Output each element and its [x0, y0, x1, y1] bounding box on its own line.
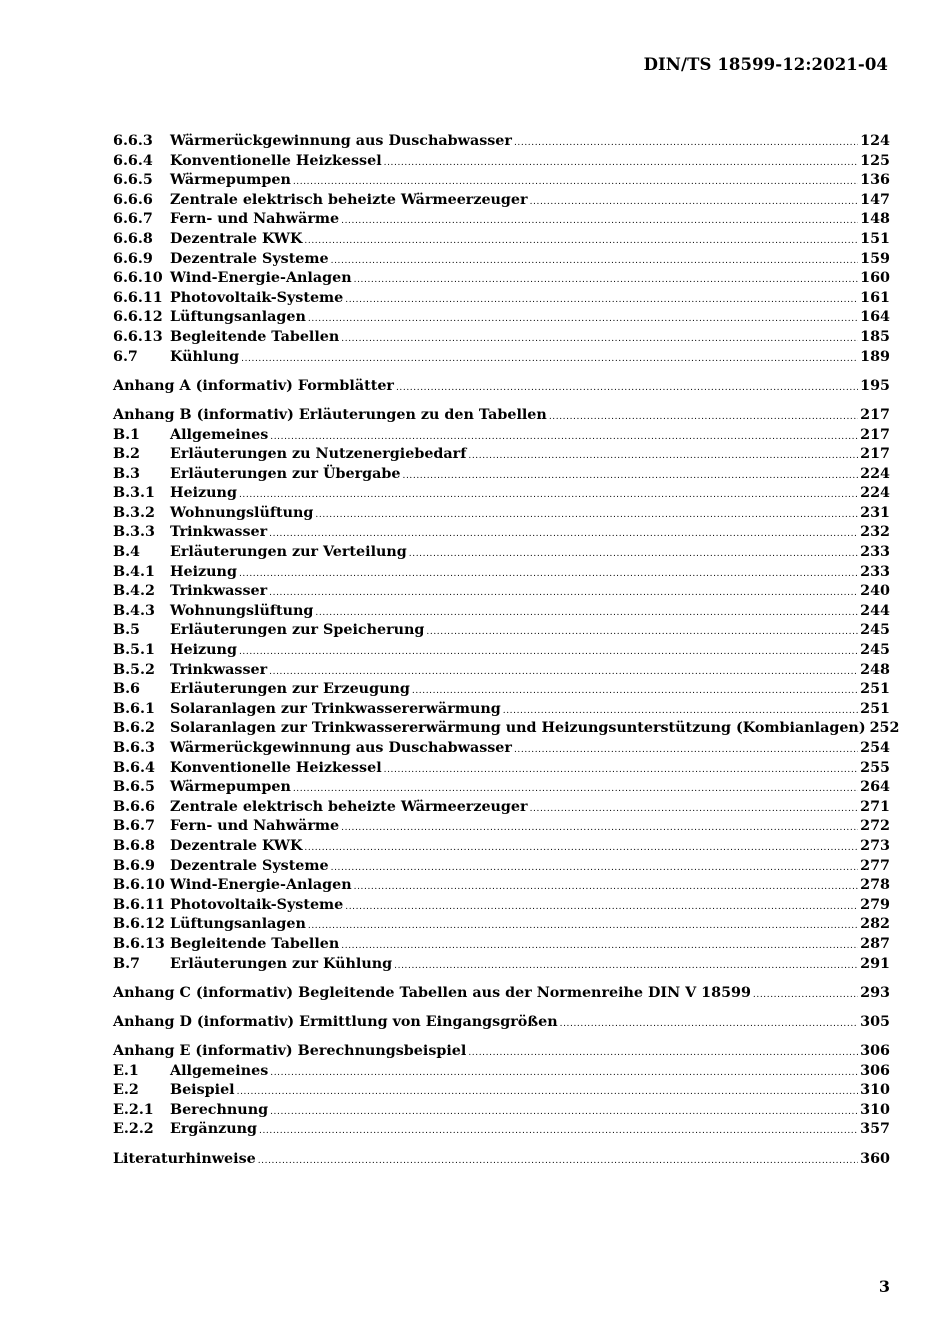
toc-leader-dots	[239, 490, 858, 500]
toc-leader-dots	[341, 823, 858, 833]
toc-entry-page: 217	[860, 446, 890, 463]
toc-entry-title: Erläuterungen zu Nutzenergiebedarf	[170, 446, 467, 463]
toc-entry-title: Wind-Energie-Anlagen	[170, 877, 352, 894]
toc-entry-title: Erläuterungen zur Übergabe	[170, 465, 401, 482]
toc-entry[interactable]	[113, 1014, 890, 1034]
toc-entry[interactable]	[113, 427, 890, 447]
toc-entry-title: Trinkwasser	[170, 524, 268, 541]
toc-entry-number: 6.6.12	[113, 309, 163, 326]
table-of-contents	[113, 133, 900, 1170]
toc-entry-page: 251	[860, 700, 890, 717]
toc-entry-page: 245	[860, 622, 890, 639]
toc-entry-page: 189	[860, 348, 890, 365]
toc-entry[interactable]	[113, 701, 890, 721]
toc-leader-dots	[345, 295, 858, 305]
toc-entry-number: E.2.1	[113, 1101, 154, 1118]
toc-entry[interactable]	[113, 720, 900, 740]
toc-leader-dots	[269, 529, 858, 539]
toc-entry-number: B.6.11	[113, 896, 165, 913]
toc-entry-number: 6.6.7	[113, 211, 153, 228]
toc-leader-dots	[354, 275, 859, 285]
toc-entry-title: Anhang A (informativ) Formblätter	[113, 377, 394, 394]
toc-entry-number: B.4.1	[113, 563, 155, 580]
toc-entry-page: 306	[860, 1043, 890, 1060]
toc-leader-dots	[241, 354, 858, 364]
toc-leader-dots	[308, 921, 858, 931]
toc-entry-title: Anhang C (informativ) Begleitende Tabellen aus der Normenreihe DIN V 18599	[113, 984, 751, 1001]
toc-leader-dots	[269, 667, 858, 677]
toc-leader-dots	[753, 990, 858, 1000]
toc-entry-title: Konventionelle Heizkessel	[170, 759, 382, 776]
toc-leader-dots	[394, 961, 858, 971]
toc-entry-number: 6.6.8	[113, 230, 153, 247]
toc-entry[interactable]	[113, 466, 890, 486]
toc-entry[interactable]	[113, 897, 890, 917]
toc-entry-title: Begleitende Tabellen	[170, 935, 340, 952]
toc-entry-title: Kühlung	[170, 348, 240, 365]
toc-entry-page: 279	[860, 896, 890, 913]
toc-entry[interactable]	[113, 760, 890, 780]
toc-leader-dots	[468, 451, 858, 461]
toc-entry-page: 271	[860, 798, 890, 815]
toc-entry-page: 233	[860, 563, 890, 580]
toc-entry-title: Begleitende Tabellen	[170, 328, 340, 345]
toc-entry[interactable]	[113, 662, 890, 682]
toc-entry-number: B.6.13	[113, 935, 165, 952]
toc-entry-page: 305	[860, 1013, 890, 1030]
toc-entry-page: 287	[860, 935, 890, 952]
toc-entry[interactable]	[113, 1063, 890, 1083]
toc-leader-dots	[239, 647, 858, 657]
toc-entry-page: 293	[860, 984, 890, 1001]
toc-entry-number: E.2	[113, 1082, 139, 1099]
toc-entry[interactable]	[113, 916, 890, 936]
toc-entry-title: Heizung	[170, 563, 237, 580]
toc-entry-page: 151	[860, 230, 890, 247]
toc-entry[interactable]	[113, 858, 890, 878]
toc-entry-number: B.3	[113, 465, 141, 482]
toc-entry-page: 244	[860, 602, 890, 619]
toc-leader-dots	[293, 177, 858, 187]
toc-entry[interactable]	[113, 1151, 890, 1171]
toc-entry-number: B.4.3	[113, 602, 155, 619]
toc-entry[interactable]	[113, 378, 890, 398]
toc-entry-title: Wärmepumpen	[170, 779, 291, 796]
toc-entry-title: Wohnungslüftung	[170, 602, 314, 619]
toc-entry-number: B.7	[113, 955, 141, 972]
document-id-header: DIN/TS 18599-12:2021-04	[643, 55, 888, 74]
toc-entry-number: 6.6.6	[113, 191, 153, 208]
toc-entry-page: 217	[860, 426, 890, 443]
toc-entry[interactable]	[113, 956, 890, 976]
toc-entry-title: Dezentrale Systeme	[170, 250, 329, 267]
toc-entry-number: B.5.2	[113, 661, 155, 678]
toc-entry-title: Wohnungslüftung	[170, 504, 314, 521]
toc-entry[interactable]	[113, 1082, 890, 1102]
toc-entry-number: B.6.5	[113, 779, 155, 796]
toc-leader-dots	[331, 863, 859, 873]
toc-entry-page: 160	[860, 270, 890, 287]
toc-leader-dots	[384, 765, 859, 775]
toc-entry[interactable]	[113, 877, 890, 897]
toc-entry[interactable]	[113, 564, 890, 584]
toc-entry[interactable]	[113, 779, 890, 799]
toc-entry-title: Allgemeines	[170, 1062, 269, 1079]
toc-leader-dots	[259, 1126, 858, 1136]
toc-entry-title: Konventionelle Heizkessel	[170, 152, 382, 169]
toc-leader-dots	[530, 197, 859, 207]
toc-entry-page: 148	[860, 211, 890, 228]
toc-entry-number: B.3.1	[113, 485, 155, 502]
toc-leader-dots	[402, 471, 858, 481]
toc-entry-title: Berechnung	[170, 1101, 269, 1118]
toc-entry-page: 310	[860, 1082, 890, 1099]
toc-entry-title: Fern- und Nahwärme	[170, 211, 340, 228]
toc-entry-title: Wind-Energie-Anlagen	[170, 270, 352, 287]
toc-leader-dots	[409, 549, 858, 559]
toc-entry-title: Anhang E (informativ) Berechnungsbeispiel	[113, 1043, 467, 1060]
toc-entry-page: 147	[860, 191, 890, 208]
toc-entry-title: Zentrale elektrisch beheizte Wärmeerzeuger	[170, 191, 528, 208]
toc-entry-number: B.6.1	[113, 700, 155, 717]
toc-entry[interactable]	[113, 505, 890, 525]
toc-entry-number: B.6.10	[113, 877, 165, 894]
toc-entry[interactable]	[113, 1043, 890, 1063]
toc-entry-number: B.6	[113, 681, 141, 698]
toc-entry-number: B.6.7	[113, 818, 155, 835]
toc-entry-title: Trinkwasser	[170, 661, 268, 678]
toc-entry-page: 278	[860, 877, 890, 894]
toc-entry-title: Erläuterungen zur Verteilung	[170, 544, 407, 561]
toc-entry[interactable]	[113, 485, 890, 505]
toc-leader-dots	[384, 158, 859, 168]
toc-entry-page: 185	[860, 328, 890, 345]
toc-entry[interactable]	[113, 133, 890, 153]
toc-entry-number: B.4.2	[113, 583, 155, 600]
toc-entry-number: B.3.3	[113, 524, 155, 541]
toc-entry-title: Beispiel	[170, 1082, 235, 1099]
toc-entry-title: Wärmerückgewinnung aus Duschabwasser	[170, 133, 512, 149]
toc-entry-number: 6.6.10	[113, 270, 163, 287]
toc-entry-title: Heizung	[170, 485, 237, 502]
toc-entry-page: 251	[860, 681, 890, 698]
toc-entry[interactable]	[113, 172, 890, 192]
toc-entry-page: 310	[860, 1101, 890, 1118]
toc-entry-number: B.3.2	[113, 504, 155, 521]
toc-entry-title: Lüftungsanlagen	[170, 309, 306, 326]
toc-leader-dots	[354, 882, 859, 892]
toc-leader-dots	[293, 784, 858, 794]
toc-entry[interactable]	[113, 524, 890, 544]
toc-entry-page: 264	[860, 779, 890, 796]
toc-leader-dots	[341, 334, 858, 344]
toc-entry[interactable]	[113, 349, 890, 369]
toc-leader-dots	[514, 138, 858, 148]
toc-leader-dots	[258, 1156, 858, 1166]
toc-entry-title: Erläuterungen zur Speicherung	[170, 622, 425, 639]
toc-leader-dots	[468, 1048, 858, 1058]
toc-entry-page: 245	[860, 642, 890, 659]
toc-entry-number: B.1	[113, 426, 141, 443]
toc-entry-page: 195	[860, 377, 890, 394]
toc-entry-title: Solaranlagen zur Trinkwassererwärmung und Heizungsunterstützung (Kombianlagen)	[170, 720, 866, 737]
toc-entry-page: 252	[869, 720, 900, 737]
toc-entry-page: 224	[860, 465, 890, 482]
toc-entry-number: B.5.1	[113, 642, 155, 659]
toc-entry-title: Anhang B (informativ) Erläuterungen zu den Tabellen	[113, 406, 547, 423]
toc-entry-page: 291	[860, 955, 890, 972]
toc-leader-dots	[341, 941, 858, 951]
toc-entry[interactable]	[113, 231, 890, 251]
toc-leader-dots	[270, 432, 858, 442]
toc-leader-dots	[345, 902, 858, 912]
toc-entry-page: 159	[860, 250, 890, 267]
toc-entry[interactable]	[113, 818, 890, 838]
toc-entry-number: 6.6.4	[113, 152, 153, 169]
toc-leader-dots	[514, 745, 858, 755]
toc-entry[interactable]	[113, 407, 890, 427]
toc-leader-dots	[237, 1087, 859, 1097]
toc-entry-number: 6.6.3	[113, 133, 153, 149]
toc-entry-number: B.6.8	[113, 837, 155, 854]
toc-entry-page: 217	[860, 406, 890, 423]
toc-entry[interactable]	[113, 1121, 890, 1141]
toc-leader-dots	[269, 588, 858, 598]
toc-entry[interactable]	[113, 583, 890, 603]
toc-leader-dots	[315, 608, 858, 618]
toc-entry-number: B.4	[113, 544, 141, 561]
toc-entry-title: Zentrale elektrisch beheizte Wärmeerzeuger	[170, 798, 528, 815]
toc-entry-number: B.6.3	[113, 740, 155, 756]
toc-entry-page: 224	[860, 485, 890, 502]
toc-entry-page: 136	[860, 172, 890, 189]
toc-entry-number: 6.7	[113, 348, 138, 365]
toc-entry-page: 360	[860, 1150, 890, 1167]
toc-entry[interactable]	[113, 681, 890, 701]
toc-entry-title: Dezentrale KWK	[170, 230, 303, 247]
toc-entry-title: Wärmepumpen	[170, 172, 291, 189]
toc-leader-dots	[270, 1107, 858, 1117]
toc-entry-number: 6.6.13	[113, 328, 163, 345]
toc-entry-title: Dezentrale KWK	[170, 837, 303, 854]
toc-leader-dots	[412, 686, 858, 696]
toc-entry[interactable]	[113, 270, 890, 290]
toc-entry-page: 248	[860, 661, 890, 678]
toc-entry[interactable]	[113, 153, 890, 173]
toc-entry-page: 306	[860, 1062, 890, 1079]
toc-entry-page: 255	[860, 759, 890, 776]
toc-entry-page: 161	[860, 289, 890, 306]
toc-entry[interactable]	[113, 622, 890, 642]
toc-entry-page: 231	[860, 504, 890, 521]
toc-entry-number: B.6.9	[113, 857, 155, 874]
toc-leader-dots	[239, 569, 858, 579]
toc-leader-dots	[530, 804, 859, 814]
toc-entry-title: Wärmerückgewinnung aus Duschabwasser	[170, 740, 512, 756]
toc-entry-page: 277	[860, 857, 890, 874]
toc-entry-number: 6.6.11	[113, 289, 163, 306]
toc-entry[interactable]	[113, 985, 890, 1005]
toc-entry-number: B.6.2	[113, 720, 155, 737]
toc-entry-title: Literaturhinweise	[113, 1150, 256, 1167]
toc-entry-page: 233	[860, 544, 890, 561]
toc-entry-number: B.6.12	[113, 916, 165, 933]
toc-entry-number: E.2.2	[113, 1121, 154, 1138]
toc-entry-title: Anhang D (informativ) Ermittlung von Eingangsgrößen	[113, 1013, 558, 1030]
toc-entry-title: Solaranlagen zur Trinkwassererwärmung	[170, 700, 501, 717]
toc-entry[interactable]	[113, 211, 890, 231]
toc-leader-dots	[331, 256, 859, 266]
toc-leader-dots	[304, 843, 858, 853]
toc-entry-page: 357	[860, 1121, 890, 1138]
toc-entry-page: 232	[860, 524, 890, 541]
toc-entry[interactable]	[113, 544, 890, 564]
toc-entry-title: Trinkwasser	[170, 583, 268, 600]
toc-entry-page: 272	[860, 818, 890, 835]
toc-leader-dots	[341, 216, 858, 226]
toc-entry[interactable]	[113, 740, 890, 760]
toc-entry-title: Photovoltaik-Systeme	[170, 289, 344, 306]
toc-entry[interactable]	[113, 446, 890, 466]
toc-entry-number: B.2	[113, 446, 141, 463]
toc-entry[interactable]	[113, 838, 890, 858]
toc-entry[interactable]	[113, 1102, 890, 1122]
toc-entry-title: Erläuterungen zur Kühlung	[170, 955, 393, 972]
toc-entry-number: B.6.6	[113, 798, 155, 815]
toc-entry-title: Photovoltaik-Systeme	[170, 896, 344, 913]
toc-entry-number: B.5	[113, 622, 141, 639]
toc-entry[interactable]	[113, 603, 890, 623]
toc-entry-page: 125	[860, 152, 890, 169]
toc-entry-page: 164	[860, 309, 890, 326]
toc-entry[interactable]	[113, 251, 890, 271]
toc-entry-page: 124	[860, 133, 890, 149]
toc-entry[interactable]	[113, 799, 890, 819]
toc-entry-title: Ergänzung	[170, 1121, 257, 1138]
toc-leader-dots	[396, 383, 858, 393]
toc-leader-dots	[549, 412, 858, 422]
toc-entry[interactable]	[113, 936, 890, 956]
toc-entry[interactable]	[113, 309, 890, 329]
toc-entry-number: E.1	[113, 1062, 139, 1079]
toc-leader-dots	[560, 1019, 859, 1029]
toc-leader-dots	[308, 314, 858, 324]
toc-entry-page: 254	[860, 740, 890, 756]
toc-entry-page: 240	[860, 583, 890, 600]
toc-entry-title: Dezentrale Systeme	[170, 857, 329, 874]
page-number: 3	[878, 1277, 890, 1296]
toc-entry[interactable]	[113, 192, 890, 212]
toc-entry-title: Heizung	[170, 642, 237, 659]
toc-entry-number: B.6.4	[113, 759, 155, 776]
toc-entry[interactable]	[113, 329, 890, 349]
toc-entry-title: Allgemeines	[170, 426, 269, 443]
toc-leader-dots	[304, 236, 858, 246]
toc-leader-dots	[315, 510, 858, 520]
toc-entry-number: 6.6.9	[113, 250, 153, 267]
toc-entry-title: Lüftungsanlagen	[170, 916, 306, 933]
toc-entry[interactable]	[113, 290, 890, 310]
toc-entry-title: Erläuterungen zur Erzeugung	[170, 681, 410, 698]
toc-entry[interactable]	[113, 642, 890, 662]
toc-entry-page: 273	[860, 837, 890, 854]
toc-entry-title: Fern- und Nahwärme	[170, 818, 340, 835]
toc-leader-dots	[270, 1068, 858, 1078]
toc-entry-page: 282	[860, 916, 890, 933]
toc-leader-dots	[503, 706, 858, 716]
toc-leader-dots	[426, 627, 858, 637]
toc-entry-number: 6.6.5	[113, 172, 153, 189]
